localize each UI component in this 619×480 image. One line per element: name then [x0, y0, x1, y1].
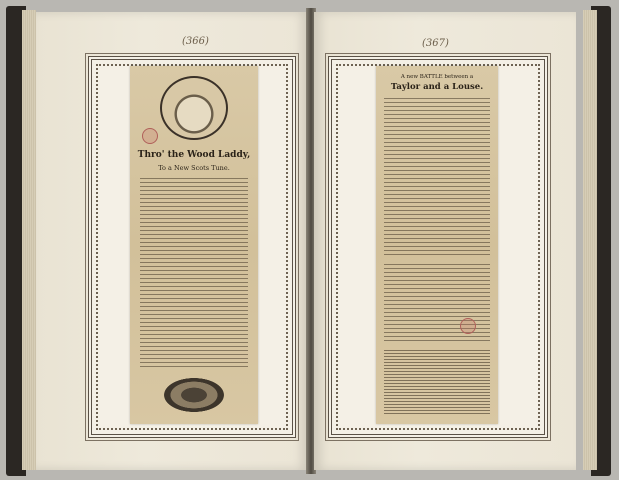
ballad-title-right: Taylor and a Louse. — [390, 82, 484, 92]
right-page — [314, 12, 576, 470]
ornamental-frame-right — [328, 56, 548, 438]
ballad-sheet-right — [376, 66, 498, 424]
ballad-heading-small: A new BATTLE between a — [400, 74, 474, 80]
printer-ornament — [164, 378, 224, 412]
ballad-title-left: Thro' the Wood Laddy, — [137, 150, 251, 160]
library-stamp-left — [142, 128, 158, 144]
ballad-subtitle-left: To a New Scots Tune. — [158, 164, 230, 172]
page-number-right: (367) — [422, 38, 449, 49]
left-page — [36, 12, 308, 470]
page-number-left: (366) — [182, 36, 209, 47]
ballad-verses-right-bottom — [384, 350, 490, 416]
ballad-sheet-left — [130, 66, 258, 424]
ballad-verses-left — [140, 178, 248, 368]
woodcut-illustration — [160, 76, 228, 140]
page-edges-left — [22, 10, 36, 470]
page-edges-right — [583, 10, 597, 470]
ballad-verses-right-middle — [384, 264, 490, 344]
ornamental-frame-left — [88, 56, 296, 438]
library-stamp-right — [460, 318, 476, 334]
ballad-verses-right-top — [384, 98, 490, 258]
